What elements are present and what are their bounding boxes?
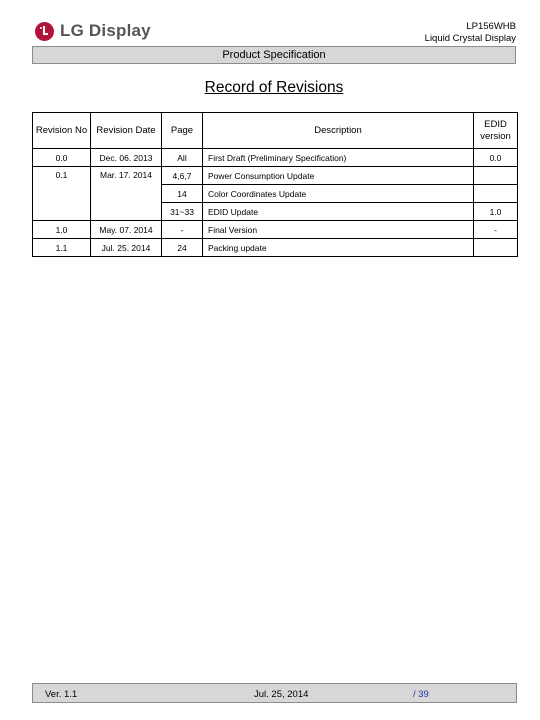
header-description: Description: [203, 113, 474, 149]
table-row: [33, 221, 518, 239]
header-revision-date: Revision Date: [91, 113, 162, 149]
cell-edid-version: 0.0: [474, 149, 518, 167]
cell-revision-date: Mar. 17. 2014: [91, 167, 162, 221]
table-row: [33, 149, 518, 167]
cell-revision-date: Dec. 06. 2013: [91, 149, 162, 167]
cell-edid-version: [474, 167, 518, 185]
cell-description: Final Version: [203, 221, 474, 239]
cell-page: 31~33: [162, 203, 203, 221]
product-type: Liquid Crystal Display: [424, 33, 516, 44]
table-header-row: [33, 113, 518, 149]
header-page: Page: [162, 113, 203, 149]
cell-edid-version: 1.0: [474, 203, 518, 221]
section-banner: Product Specification: [32, 46, 516, 64]
cell-page: 4,6,7: [162, 167, 203, 185]
cell-edid-version: [474, 239, 518, 257]
cell-revision-no: 1.0: [33, 221, 91, 239]
cell-description: Packing update: [203, 239, 474, 257]
header-edid-version: EDID version: [474, 113, 518, 149]
table-row: [33, 167, 518, 185]
cell-description: Color Coordinates Update: [203, 185, 474, 203]
cell-page: 14: [162, 185, 203, 203]
cell-revision-date: Jul. 25. 2014: [91, 239, 162, 257]
page-title: Record of Revisions: [204, 79, 344, 96]
footer-date: Jul. 25, 2014: [254, 689, 309, 700]
cell-revision-no: 0.0: [33, 149, 91, 167]
logo-text: LG Display: [60, 21, 151, 40]
footer-version: Ver. 1.1: [45, 689, 78, 700]
model-number: LP156WHB: [466, 21, 516, 32]
cell-edid-version: [474, 185, 518, 203]
lg-display-logo: [35, 20, 151, 42]
cell-page: 24: [162, 239, 203, 257]
cell-description: Power Consumption Update: [203, 167, 474, 185]
cell-revision-no: 1.1: [33, 239, 91, 257]
cell-revision-date: May. 07. 2014: [91, 221, 162, 239]
cell-description: EDID Update: [203, 203, 474, 221]
cell-description: First Draft (Preliminary Specification): [203, 149, 474, 167]
revision-table: [32, 112, 518, 257]
cell-page: -: [162, 221, 203, 239]
table-row: [33, 239, 518, 257]
page-footer: [32, 683, 517, 703]
document-id: [425, 21, 516, 45]
cell-page: All: [162, 149, 203, 167]
cell-revision-no: 0.1: [33, 167, 91, 221]
lg-face-icon: [35, 22, 54, 41]
cell-edid-version: -: [474, 221, 518, 239]
footer-page-number: / 39: [413, 689, 429, 700]
header-revision-no: Revision No: [33, 113, 91, 149]
